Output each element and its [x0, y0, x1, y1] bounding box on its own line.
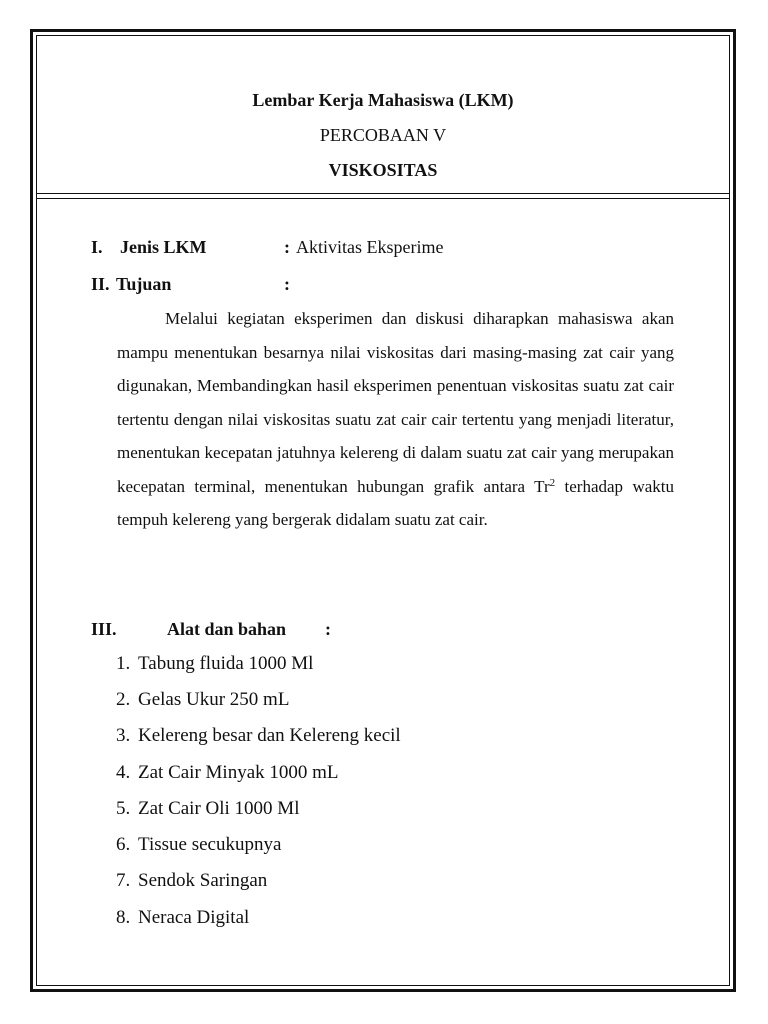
- list-item-number: 7.: [116, 870, 131, 891]
- section1-colon: :: [284, 237, 290, 257]
- list-item: [116, 724, 401, 748]
- section1-number: I.: [91, 237, 103, 257]
- section2-label: Tujuan: [116, 274, 172, 294]
- header-title-viskositas: VISKOSITAS: [328, 160, 438, 180]
- header-title-lkm: Lembar Kerja Mahasiswa (LKM): [252, 90, 514, 110]
- list-item-number: 3.: [116, 725, 131, 746]
- list-item-text: Neraca Digital: [138, 907, 250, 928]
- list-item-number: 6.: [116, 834, 131, 855]
- header-title-percobaan: PERCOBAAN V: [319, 125, 447, 145]
- tujuan-paragraph: [117, 302, 674, 537]
- section3-label: Alat dan bahan: [167, 619, 287, 639]
- list-item-text: Zat Cair Minyak 1000 mL: [138, 762, 339, 783]
- section1-label: Jenis LKM: [120, 237, 207, 257]
- list-item-number: 1.: [116, 653, 131, 674]
- list-item: [116, 869, 267, 893]
- list-item-number: 2.: [116, 689, 131, 710]
- header-divider-top: [36, 193, 730, 194]
- list-item: [116, 797, 299, 821]
- tujuan-text-part2: terhadap waktu tempuh kelereng yang bergerak didalam suatu zat cair.: [117, 476, 674, 529]
- section3-colon: :: [325, 619, 331, 639]
- section2-number: II.: [91, 274, 110, 294]
- section2-colon: :: [284, 274, 290, 294]
- list-item-number: 8.: [116, 907, 131, 928]
- list-item-number: 5.: [116, 798, 131, 819]
- tujuan-text-part1: Melalui kegiatan eksperimen dan diskusi diharapkan mahasiswa akan mampu menentukan besarnya nilai viskositas dari masing-masing zat cair yang digunakan, Membandingkan hasil eksperimen penentuan viskositas suatu zat cair tertentu dengan nilai viskositas suatu zat cair cair tertentu yang menjadi literatur, menentukan kecepatan jatuhnya kelereng di dalam suatu zat cair yang merupakan kecepatan terminal, menentukan hubungan grafik antara Tr: [117, 309, 674, 496]
- list-item-text: Zat Cair Oli 1000 Ml: [138, 798, 300, 819]
- list-item-text: Sendok Saringan: [138, 870, 268, 891]
- list-item: [116, 833, 281, 857]
- list-item: [116, 688, 289, 712]
- list-item-text: Kelereng besar dan Kelereng kecil: [138, 725, 401, 746]
- section1-value: Aktivitas Eksperime: [296, 237, 444, 257]
- section3-number: III.: [91, 619, 117, 639]
- list-item-text: Tissue secukupnya: [138, 834, 282, 855]
- header-divider-bottom: [36, 198, 730, 199]
- list-item-number: 4.: [116, 762, 131, 783]
- list-item-text: Gelas Ukur 250 mL: [138, 689, 290, 710]
- list-item-text: Tabung fluida 1000 Ml: [138, 653, 314, 674]
- list-item: [116, 906, 249, 930]
- tujuan-superscript: 2: [549, 476, 556, 489]
- list-item: [116, 761, 339, 785]
- list-item: [116, 652, 313, 676]
